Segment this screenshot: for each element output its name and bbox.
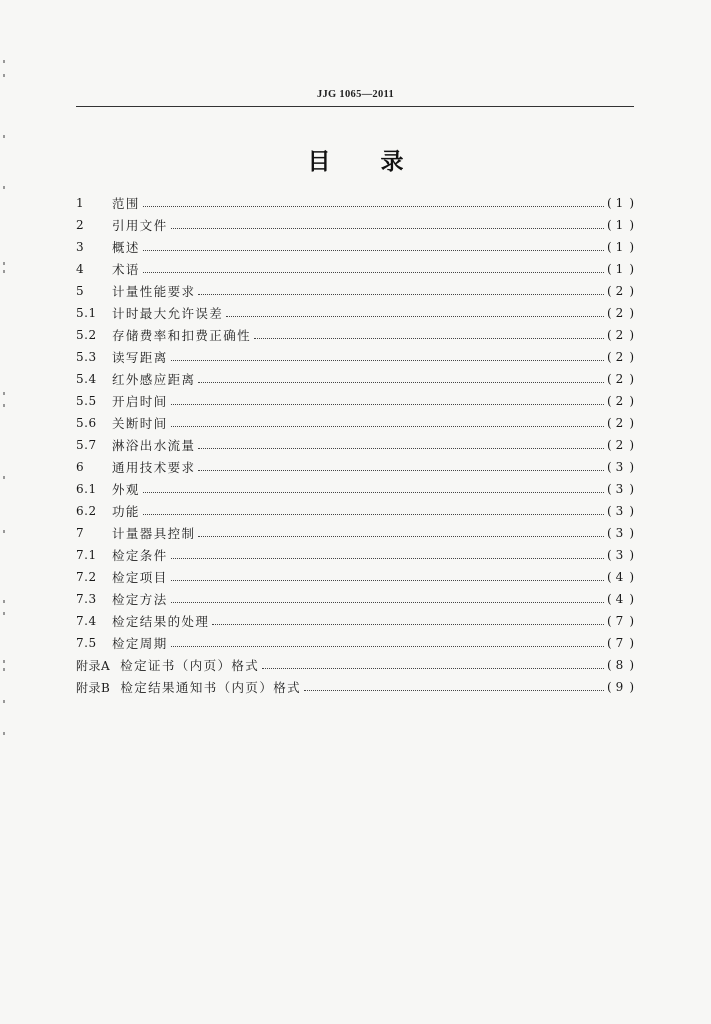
toc-entry-number: 3 [76,240,85,254]
toc-entry-label: 外观 [112,482,140,497]
toc-entry[interactable] [76,236,634,258]
paren-open: ( [606,284,612,298]
dot-leader [171,228,604,229]
paren-open: ( [606,262,612,276]
dot-leader [171,426,604,427]
toc-entry-number: 5.1 [76,306,97,320]
toc-entry-page [607,504,634,518]
paren-close: ) [629,482,634,496]
toc-entry-number: 附录A [76,658,111,673]
paren-close: ) [629,504,634,518]
page-number: 2 [615,350,628,364]
paren-close: ) [629,526,634,540]
dot-leader [198,470,604,471]
page-number: 2 [615,416,628,430]
toc-entry-label: 计时最大允许误差 [112,306,224,321]
paren-close: ) [629,372,634,386]
dot-leader [143,250,604,251]
paren-open: ( [606,548,612,562]
toc-entry-page [607,350,634,364]
page-number: 2 [615,394,628,408]
page-number: 3 [615,504,628,518]
page-number: 1 [615,218,628,232]
paren-open: ( [606,240,612,254]
toc-entry-page [607,218,634,232]
paren-close: ) [629,306,634,320]
paren-open: ( [606,196,612,210]
toc-entry-number: 6.1 [76,482,97,496]
paren-close: ) [629,284,634,298]
paren-close: ) [629,570,634,584]
page-number: 7 [615,614,628,628]
paren-open: ( [606,416,612,430]
toc-entry-number: 7 [76,526,85,540]
toc-entry-page [607,306,634,320]
toc-entry-page [607,658,634,672]
page-number: 4 [615,592,628,606]
toc-entry-label: 功能 [112,504,140,519]
toc-entry-number: 2 [76,218,85,232]
dot-leader [198,448,604,449]
toc-entry[interactable] [76,412,634,434]
toc-entry-page [607,482,634,496]
toc-entry-label: 概述 [112,240,140,255]
toc-entry-label: 检定结果通知书（内页）格式 [120,680,302,695]
page-number: 1 [615,262,628,276]
paren-close: ) [629,394,634,408]
toc-entry[interactable] [76,500,634,522]
paren-close: ) [629,592,634,606]
toc-entry[interactable] [76,258,634,280]
paren-close: ) [629,416,634,430]
page-number: 9 [615,680,628,694]
toc-title [0,143,711,176]
page-number: 3 [615,460,628,474]
toc-entry[interactable] [76,390,634,412]
toc-entry[interactable] [76,302,634,324]
toc-entry-page [607,394,634,408]
paren-open: ( [606,218,612,232]
page-number: 2 [615,306,628,320]
page-number: 2 [615,438,628,452]
toc-entry-page [607,614,634,628]
header-rule [76,106,634,107]
paren-close: ) [629,328,634,342]
toc-entry-number: 7.4 [76,614,97,628]
toc-entry-number: 6 [76,460,85,474]
toc-entry-number: 5.6 [76,416,97,430]
toc-entry-page [607,240,634,254]
dot-leader [171,646,604,647]
paren-close: ) [629,614,634,628]
toc-list [76,192,634,698]
paren-open: ( [606,372,612,386]
page-number: 2 [615,372,628,386]
toc-entry-page [607,570,634,584]
page-number: 8 [615,658,628,672]
paren-close: ) [629,240,634,254]
page-number: 2 [615,328,628,342]
page-number: 1 [615,240,628,254]
dot-leader [171,602,604,603]
dot-leader [304,690,604,691]
toc-entry-page [607,284,634,298]
toc-entry[interactable] [76,588,634,610]
toc-entry-number: 5 [76,284,85,298]
toc-entry-label: 存储费率和扣费正确性 [112,328,252,343]
page-number: 2 [615,284,628,298]
paren-close: ) [629,262,634,276]
paren-open: ( [606,526,612,540]
dot-leader [171,360,604,361]
dot-leader [226,316,604,317]
toc-entry[interactable] [76,632,634,654]
toc-entry-label: 范围 [112,196,140,211]
toc-entry-number: 7.2 [76,570,97,584]
toc-entry-number: 5.7 [76,438,97,452]
dot-leader [212,624,604,625]
paren-close: ) [629,658,634,672]
toc-entry[interactable] [76,676,634,698]
paren-close: ) [629,680,634,694]
toc-entry-number: 7.1 [76,548,97,562]
toc-entry-number: 7.3 [76,592,97,606]
paren-close: ) [629,460,634,474]
paren-open: ( [606,570,612,584]
toc-entry[interactable] [76,566,634,588]
toc-entry[interactable] [76,654,634,676]
toc-entry-label: 检定条件 [112,548,168,563]
paren-open: ( [606,614,612,628]
paren-open: ( [606,460,612,474]
toc-entry[interactable] [76,522,634,544]
dot-leader [171,558,604,559]
toc-entry[interactable] [76,544,634,566]
paren-open: ( [606,350,612,364]
toc-entry-number: 5.4 [76,372,97,386]
toc-entry[interactable] [76,346,634,368]
toc-entry-label: 术语 [112,262,140,277]
toc-entry-page [607,460,634,474]
toc-entry-label: 检定结果的处理 [112,614,210,629]
toc-entry-label: 关断时间 [112,416,168,431]
page-number: 7 [615,636,628,650]
paren-open: ( [606,680,612,694]
dot-leader [198,536,604,537]
dot-leader [198,382,604,383]
toc-entry-label: 红外感应距离 [112,372,196,387]
toc-entry[interactable] [76,456,634,478]
dot-leader [143,206,604,207]
page-number: 3 [615,548,628,562]
paren-open: ( [606,482,612,496]
toc-entry[interactable] [76,324,634,346]
dot-leader [262,668,604,669]
toc-entry[interactable] [76,610,634,632]
toc-entry-label: 检定证书（内页）格式 [120,658,260,673]
toc-entry-label: 检定周期 [112,636,168,651]
toc-entry-page [607,680,634,694]
toc-entry-number: 附录B [76,680,111,695]
toc-entry[interactable] [76,192,634,214]
paren-open: ( [606,438,612,452]
toc-entry-label: 淋浴出水流量 [112,438,196,453]
standard-code-header: JJG 1065—2011 [316,89,395,100]
paren-open: ( [606,306,612,320]
page-number: 1 [615,196,628,210]
toc-entry-number: 5.2 [76,328,97,342]
paren-close: ) [629,636,634,650]
dot-leader [143,492,604,493]
toc-entry-page [607,438,634,452]
toc-entry-page [607,262,634,276]
toc-entry-number: 5.5 [76,394,97,408]
toc-entry-page [607,416,634,430]
dot-leader [143,514,604,515]
toc-entry-number: 7.5 [76,636,97,650]
toc-title-char-1: 目 [307,149,331,175]
toc-entry-label: 通用技术要求 [112,460,196,475]
toc-entry-page [607,372,634,386]
toc-entry-label: 计量器具控制 [112,526,196,541]
toc-entry[interactable] [76,368,634,390]
toc-entry-number: 6.2 [76,504,97,518]
toc-entry[interactable] [76,214,634,236]
paren-open: ( [606,504,612,518]
toc-entry-page [607,328,634,342]
dot-leader [171,404,604,405]
paren-close: ) [629,438,634,452]
toc-entry-number: 4 [76,262,85,276]
toc-entry-page [607,526,634,540]
toc-entry-page [607,548,634,562]
page-number: 3 [615,482,628,496]
toc-entry-page [607,592,634,606]
toc-entry-page [607,196,634,210]
paren-open: ( [606,592,612,606]
paren-close: ) [629,196,634,210]
toc-entry-page [607,636,634,650]
dot-leader [143,272,604,273]
toc-title-char-2: 录 [380,149,404,175]
toc-entry[interactable] [76,478,634,500]
toc-entry-number: 5.3 [76,350,97,364]
paren-close: ) [629,350,634,364]
page-number: 3 [615,526,628,540]
toc-entry[interactable] [76,280,634,302]
dot-leader [198,294,604,295]
dot-leader [171,580,604,581]
toc-entry-number: 1 [76,196,85,210]
toc-entry-label: 检定方法 [112,592,168,607]
paren-open: ( [606,636,612,650]
toc-entry-label: 引用文件 [112,218,168,233]
toc-entry-label: 计量性能要求 [112,284,196,299]
paren-close: ) [629,218,634,232]
toc-entry-label: 开启时间 [112,394,168,409]
paren-open: ( [606,328,612,342]
dot-leader [254,338,604,339]
toc-entry-label: 读写距离 [112,350,168,365]
toc-entry-label: 检定项目 [112,570,168,585]
paren-close: ) [629,548,634,562]
paren-open: ( [606,394,612,408]
toc-entry[interactable] [76,434,634,456]
paren-open: ( [606,658,612,672]
page-number: 4 [615,570,628,584]
